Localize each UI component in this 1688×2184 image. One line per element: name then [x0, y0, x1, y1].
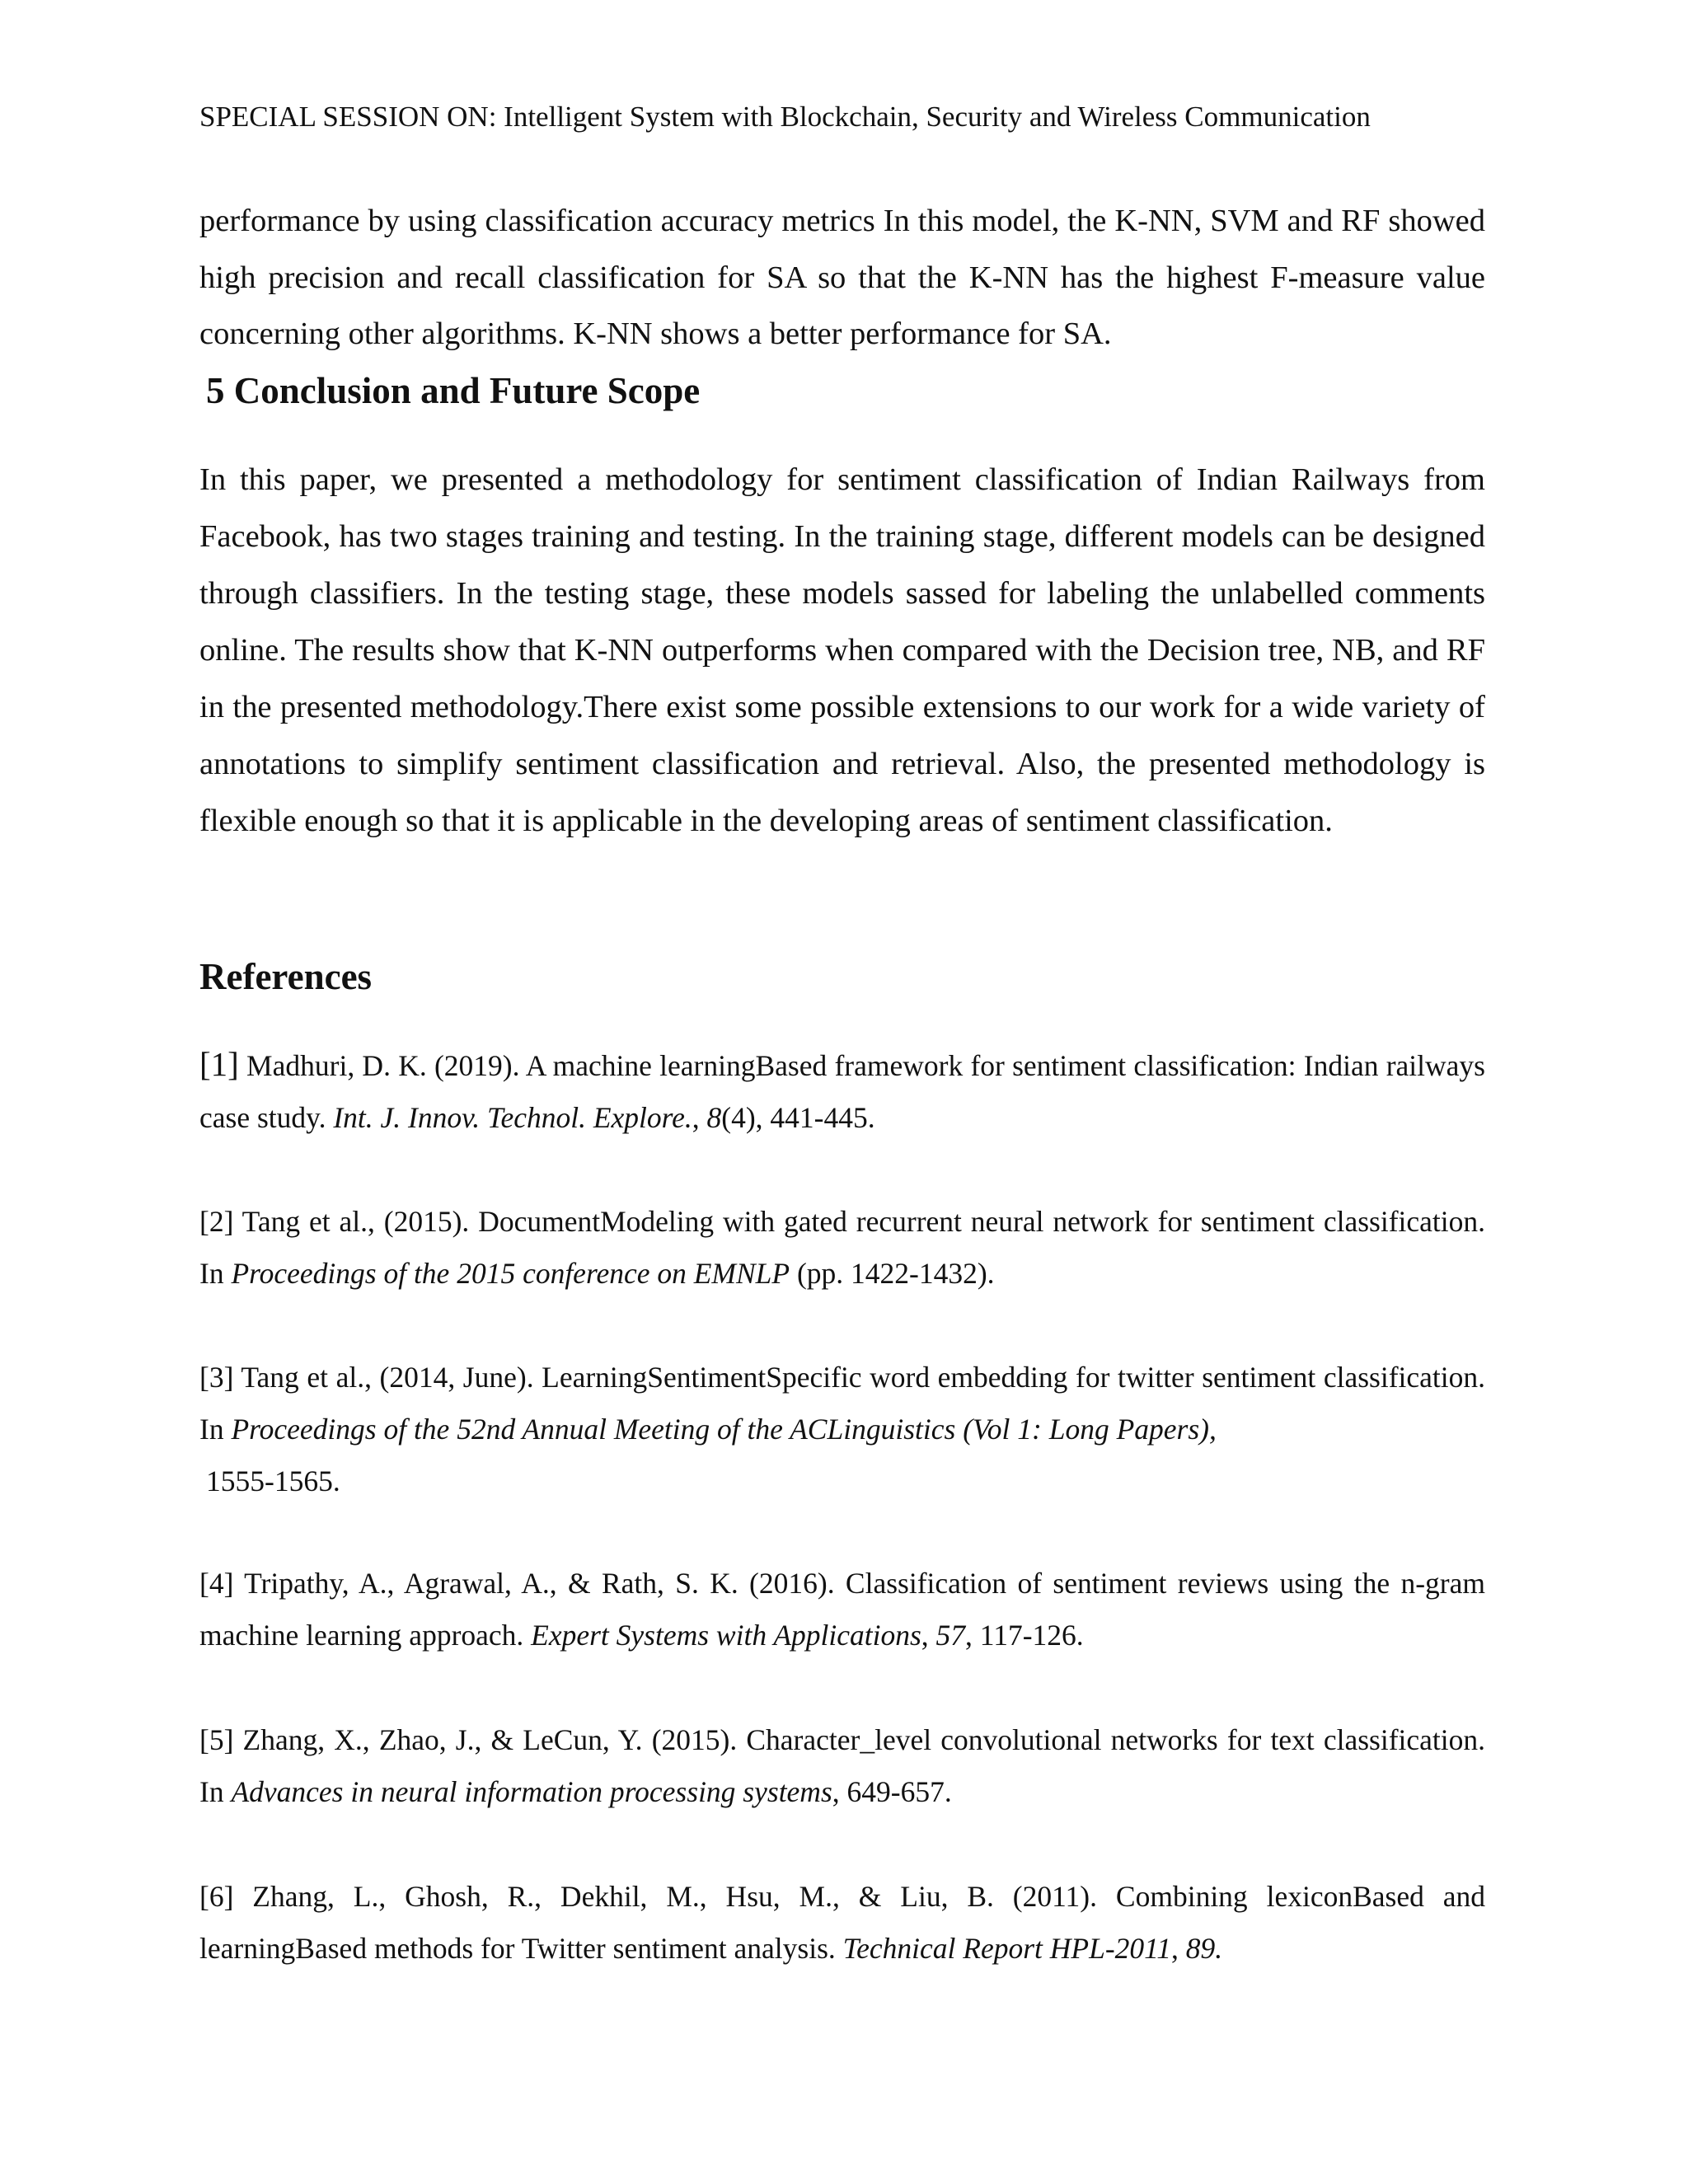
reference-separator: , — [921, 1619, 936, 1652]
reference-number: [6] — [199, 1880, 234, 1913]
reference-number: [4] — [199, 1567, 234, 1600]
reference-text: Madhuri, D. K. (2019). A machine learningBased framework for sentiment classification: Indian railways case study. — [199, 1049, 1485, 1134]
reference-tail: . — [1215, 1932, 1223, 1965]
reference-volume: 8 — [706, 1101, 722, 1134]
reference-item — [199, 1871, 1485, 1975]
reference-text: Zhang, X., Zhao, J., & LeCun, Y. (2015). Character_level convolutional networks for text classification. In — [199, 1723, 1485, 1808]
reference-venue: Int. J. Innov. Technol. Explore. — [333, 1101, 692, 1134]
reference-text: Tang et al., (2014, June). LearningSentimentSpecific word embedding for twitter sentiment classification. In — [199, 1361, 1485, 1446]
reference-tail: (4), 441-445. — [721, 1101, 875, 1134]
reference-venue: Advances in neural information processing systems — [231, 1775, 832, 1808]
reference-venue: Proceedings of the 2015 conference on EMNLP — [231, 1257, 790, 1290]
reference-tail: , 649-657. — [832, 1775, 952, 1808]
reference-number: [3] — [199, 1361, 234, 1394]
reference-tail: 1555-1565. — [206, 1465, 340, 1497]
section-heading: 5 Conclusion and Future Scope — [206, 370, 701, 411]
reference-number: [1] — [199, 1045, 239, 1083]
reference-text: Tripathy, A., Agrawal, A., & Rath, S. K. (2016). Classification of sentiment reviews using the n-gram machine learning approach. — [199, 1567, 1485, 1652]
references-heading: References — [199, 956, 373, 997]
reference-item — [199, 1352, 1485, 1507]
conclusion-paragraph: In this paper, we presented a methodology for sentiment classification of Indian Railways from Facebook, has two stages training and testing. In the training stage, different models can be designed through classifiers. In the testing stage, these models sassed for labeling the unlabelled comments online. The results show that K-NN outperforms when compared with the Decision tree, NB, and RF in the presented methodology.There exist some possible extensions to our work for a wide variety of annotations to simplify sentiment classification and retrieval. Also, the presented methodology is flexible enough so that it is applicable in the developing areas of sentiment classification. — [199, 462, 1485, 838]
reference-text: Tang et al., (2015). DocumentModeling with gated recurrent neural network for sentiment classification. In — [199, 1205, 1485, 1290]
reference-venue: Technical Report HPL-2011 — [842, 1932, 1172, 1965]
reference-venue: Proceedings of the 52nd Annual Meeting of the ACLinguistics (Vol 1: Long Papers), — [231, 1413, 1217, 1446]
reference-number: [2] — [199, 1205, 234, 1238]
reference-volume: 89 — [1185, 1932, 1216, 1965]
reference-separator: , — [1171, 1932, 1186, 1965]
reference-text: Zhang, L., Ghosh, R., Dekhil, M., Hsu, M., & Liu, B. (2011). Combining lexiconBased and learningBased methods for Twitter sentiment analysis. — [199, 1880, 1485, 1965]
reference-venue: Expert Systems with Applications — [531, 1619, 921, 1652]
reference-item — [199, 1038, 1485, 1144]
intro-paragraph: performance by using classification accuracy metrics In this model, the K-NN, SVM and RF showed high precision and recall classification for SA so that the K-NN has the highest F-measure value concerning other algorithms. K-NN shows a better performance for SA. — [199, 204, 1485, 351]
reference-separator: , — [692, 1101, 707, 1134]
running-header: SPECIAL SESSION ON: Intelligent System with Blockchain, Security and Wireless Communication — [199, 101, 1371, 133]
reference-volume: 57 — [935, 1619, 966, 1652]
reference-number: [5] — [199, 1723, 234, 1756]
reference-item — [199, 1558, 1485, 1661]
reference-tail: (pp. 1422-1432). — [790, 1257, 995, 1290]
reference-item — [199, 1714, 1485, 1818]
reference-item — [199, 1196, 1485, 1300]
reference-tail: , 117-126. — [965, 1619, 1084, 1652]
